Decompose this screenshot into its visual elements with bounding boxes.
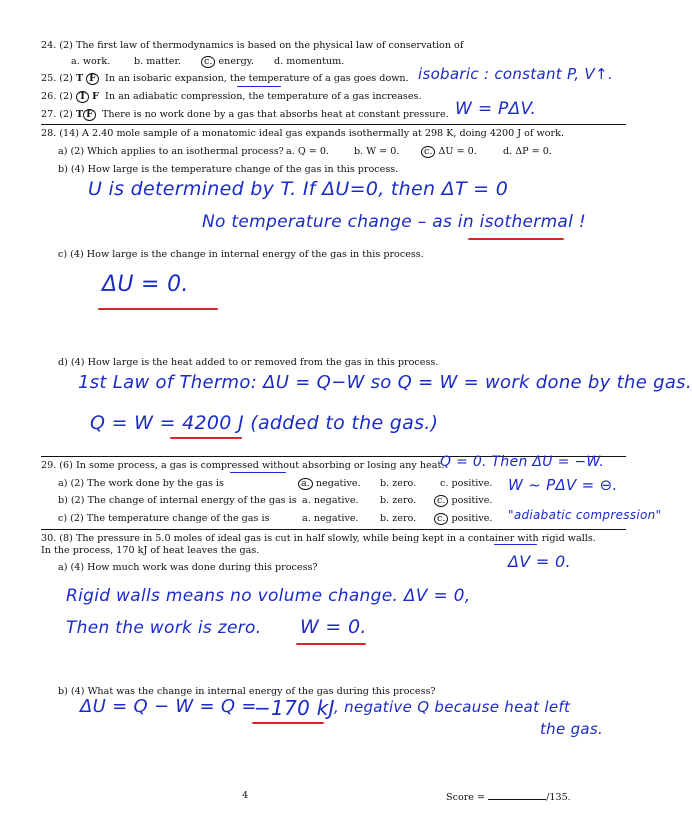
q28b-answer-line1: U is determined by T. If ΔU=0, then ΔT = 0: [88, 178, 509, 200]
score-line: Score = /135.: [446, 792, 571, 803]
q29a-question: a) (2) The work done by the gas is: [58, 478, 224, 489]
q27-handwritten-note: W = PΔV.: [455, 99, 537, 119]
answer-circle: c.: [201, 56, 215, 68]
q30-handwritten-note: ΔV = 0.: [508, 552, 571, 571]
q30a-answer-result: W = 0.: [300, 616, 367, 638]
q28d-answer-underline: [170, 437, 242, 439]
compressed-underline: [230, 472, 286, 473]
isothermal-underline: [468, 238, 564, 240]
q24-option-d: d. momentum.: [274, 56, 345, 67]
q26-line: 26. (2) T F In an adiabatic compression, the temperature of a gas increases.: [41, 91, 422, 102]
q30-stem: 30. (8) The pressure in 5.0 moles of ideal gas is cut in half slowly, while being kept in a container with rigid walls.: [41, 533, 596, 544]
q30a-answer-line1: Rigid walls means no volume change. ΔV = 0,: [66, 586, 471, 606]
q29a-option-a: a. negative.: [298, 478, 361, 490]
q29-handwritten-note: Q = 0. Then ΔU = −W.: [440, 454, 605, 470]
q24-option-c: c. energy.: [201, 56, 254, 68]
q30b-answer-value: −170 kJ: [254, 696, 335, 720]
expansion-underline: [237, 86, 281, 87]
divider: [41, 529, 626, 530]
q29a-option-b: b. zero.: [380, 478, 417, 489]
q25-line: 25. (2) T F In an isobaric expansion, the temperature of a gas goes down.: [41, 73, 409, 84]
q28c-answer: ΔU = 0.: [102, 272, 189, 297]
q24-stem: 24. (2) The first law of thermodynamics is based on the physical law of conservation of: [41, 40, 464, 51]
q30-stem-line2: In the process, 170 kJ of heat leaves the gas.: [41, 545, 260, 556]
q30b-question: b) (4) What was the change in internal energy of the gas during this process?: [58, 686, 436, 697]
page-number: 4: [242, 790, 249, 801]
answer-circle: c.: [421, 146, 435, 158]
q29a-option-c: c. positive.: [440, 478, 493, 489]
q30b-answer-part1: ΔU = Q − W = Q =: [80, 696, 257, 717]
q29-stem: 29. (6) In some process, a gas is compressed without absorbing or losing any heat.: [41, 460, 445, 471]
q28d-answer-line2: Q = W = 4200 J (added to the gas.): [90, 412, 439, 434]
q24-option-a: a. work.: [71, 56, 111, 67]
q29c-option-a: a. negative.: [302, 513, 359, 524]
rigid-walls-underline: [494, 544, 537, 545]
q28a-option-b: b. W = 0.: [354, 146, 400, 157]
answer-circle: a.: [298, 478, 313, 490]
q29-adiabatic-note: "adiabatic compression": [508, 508, 662, 522]
q28c-answer-underline: [98, 308, 218, 310]
divider: [41, 124, 626, 125]
q27-line: 27. (2) T F There is no work done by a gas that absorbs heat at constant pressure.: [41, 109, 449, 120]
q28a-question: a) (2) Which applies to an isothermal process?: [58, 146, 284, 157]
q29b-option-c: c. positive.: [434, 495, 492, 507]
q28-stem: 28. (14) A 2.40 mole sample of a monatomic ideal gas expands isothermally at 298 K, doing 4200 J of work.: [41, 128, 564, 139]
q29b-question: b) (2) The change of internal energy of the gas is: [58, 495, 297, 506]
q29b-option-b: b. zero.: [380, 495, 417, 506]
q28b-answer-line2: No temperature change – as in isothermal !: [202, 212, 586, 232]
q30b-answer-part3: the gas.: [540, 720, 604, 738]
answer-circle: F: [86, 73, 99, 85]
q28b-question: b) (4) How large is the temperature change of the gas in this process.: [58, 164, 399, 175]
q29c-option-b: b. zero.: [380, 513, 417, 524]
answer-circle: c.: [434, 495, 448, 507]
q28a-option-a: a. Q = 0.: [286, 146, 329, 157]
q29c-question: c) (2) The temperature change of the gas is: [58, 513, 270, 524]
q29b-option-a: a. negative.: [302, 495, 359, 506]
q29-work-note: W ~ PΔV = ⊖.: [508, 476, 618, 494]
answer-circle: T: [76, 91, 89, 103]
answer-circle: c.: [434, 513, 448, 525]
q30b-answer-underline: [252, 722, 324, 724]
q28a-option-c: c. ΔU = 0.: [421, 146, 477, 158]
q30a-question: a) (4) How much work was done during this process?: [58, 562, 318, 573]
q29c-option-c: c. positive.: [434, 513, 492, 525]
q30a-answer-underline: [296, 643, 366, 645]
q24-option-b: b. matter.: [134, 56, 182, 67]
score-blank: [488, 790, 546, 800]
q30b-answer-part2: , negative Q because heat left: [334, 698, 571, 716]
q25-handwritten-note: isobaric : constant P, V↑.: [418, 65, 613, 83]
q30a-answer-line2: Then the work is zero.: [66, 618, 262, 638]
answer-circle: F: [83, 109, 96, 121]
q28c-question: c) (4) How large is the change in internal energy of the gas in this process.: [58, 249, 424, 260]
q28d-question: d) (4) How large is the heat added to or removed from the gas in this process.: [58, 357, 439, 368]
q28d-answer-line1: 1st Law of Thermo: ΔU = Q−W so Q = W = work done by the gas.: [78, 372, 692, 393]
q28a-option-d: d. ΔP = 0.: [503, 146, 552, 157]
